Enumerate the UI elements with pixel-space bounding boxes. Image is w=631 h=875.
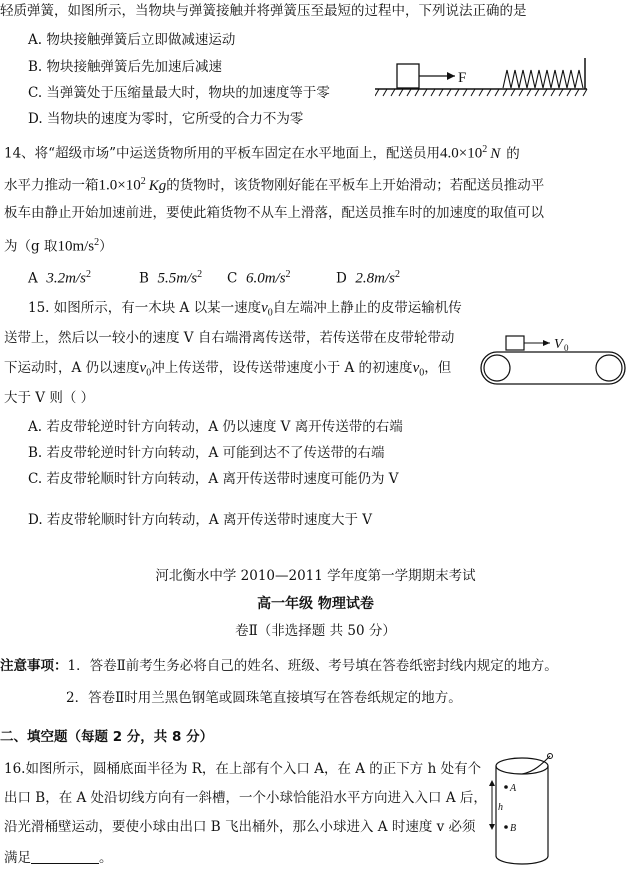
option-value: 2.8m/s [355,270,396,287]
q14-line3: 板车由静止开始加速前进，要使此箱货物不从车上滑落，配送员推车时的加速度的取值可以 [4,205,544,221]
q13-stem: 轻质弹簧，如图所示，当物块与弹簧接触并将弹簧压至最短的过程中，下列说法正确的是 [0,3,527,19]
q14-g-value: 10m/s [57,238,95,255]
q16-line4 [4,849,113,867]
v0-subscript: 0 [146,367,152,379]
q14-line2 [4,173,544,195]
q16-line1: 16.如图所示，圆桶底面半径为 R，在上部有个入口 A，在 A 的正下方 h 处有个 [4,761,482,777]
q15-option-d: D. 若皮带轮顺时针方向转动，A 离开传送带时速度大于 V [28,512,373,528]
notes-label: 注意事项： [0,658,68,674]
block-a-shape [506,336,524,350]
q14-line4-end: ） [99,238,113,255]
q14-line4 [4,234,113,256]
point-a-label: A [510,783,517,794]
q14-line1-text: 14、将“超级市场”中运送货物所用的平板车固定在水平地面上，配送员用 [4,145,440,162]
v0-subscript: 0 [267,307,273,319]
q13-spring-figure [375,58,595,104]
v0-subscript: 0 [419,367,425,379]
left-pulley [484,355,510,381]
option-value: 5.5m/s [157,270,198,287]
velocity-subscript: 0 [564,343,569,353]
right-pulley [596,355,622,381]
point-b-label: B [510,823,517,834]
belt-left-curve [481,352,497,384]
q15-line1 [28,299,462,323]
block-shape [397,64,419,88]
q14-g-exp: 2 [94,237,100,248]
q15-option-c: C. 若皮带轮顺时针方向转动，A 离开传送带时速度可能仍为 V [28,471,399,487]
q13-option-c: C. 当弹簧处于压缩量最大时，物块的加速度等于零 [28,85,330,101]
q15-option-b: B. 若皮带轮逆时针方向转动，A 可能到达不了传送带的右端 [28,445,385,461]
v0-symbol: v [139,360,147,376]
exam-school-line: 河北衡水中学 2010—2011 学年度第一学期期末考试 [155,568,476,584]
exam-volume-line: 卷Ⅱ（非选择题 共 50 分） [235,623,396,639]
q15-line1-text: 15. 如图所示，有一木块 A 以某一速度 [28,300,262,316]
height-arrowhead-down [489,824,495,830]
q14-force-exp: 2 [482,144,488,155]
q16-line4-end: 。 [99,850,113,866]
point-a-dot [504,785,508,789]
q15-line4: 大于 V 则（ ） [4,390,95,406]
q16-cylinder-figure [484,752,566,870]
q16-line3: 沿光滑桶壁运动，要使小球由出口 B 飞出桶外，那么小球进入 A 时速度 v 必须 [4,819,476,835]
q14-line1-end: 的 [506,145,520,162]
section2-heading: 二、填空题（每题 2 分，共 8 分） [0,729,214,745]
cylinder-top [496,758,548,774]
option-value: 3.2m/s [46,270,86,287]
q16-line4-text: 满足 [4,850,31,866]
q15-line3-mid: 冲上传送带，设传送带速度小于 A 的初速度 [151,360,413,376]
ground-hatching [375,89,587,96]
point-b-dot [504,825,508,829]
q13-option-b: B. 物块接触弹簧后先加速后减速 [28,59,223,75]
option-exp: 2 [395,269,401,280]
q13-option-a: A. 物块接触弹簧后立即做减速运动 [28,32,236,48]
option-letter: B [139,270,149,287]
option-letter: D [336,270,347,287]
height-arrowhead-up [489,780,495,786]
q14-option-a [28,266,91,288]
q14-line4-text: 为（g 取 [4,238,58,255]
q14-mass-value: 1.0×10 [98,177,141,194]
q14-line1 [4,141,520,163]
q16-line2: 出口 B，在 A 处沿切线方向有一斜槽，一个小球恰能沿水平方向进入入口 A 后， [4,790,487,806]
q14-option-c [227,266,291,288]
q14-option-d [336,266,400,288]
force-arrowhead [447,72,455,80]
notes-item2: 2．答卷Ⅱ时用兰黑色钢笔或圆珠笔直接填写在答卷纸规定的地方。 [66,690,462,706]
option-letter: A [28,270,38,287]
option-exp: 2 [197,269,203,280]
v0-symbol: v [412,360,420,376]
v0-symbol: v [261,300,268,316]
option-exp: 2 [85,269,91,280]
q15-line3-end: ，但 [424,360,452,376]
force-label: F [458,70,467,86]
q14-line2-text: 水平力推动一箱 [4,177,99,194]
cylinder-bottom [496,856,548,864]
q13-option-d: D. 当物块的速度为零时，它所受的合力不为零 [28,111,304,127]
q14-mass-unit: Kg [148,177,167,194]
velocity-arrowhead [543,340,550,346]
q14-force-value: 4.0×10 [439,145,483,162]
q14-mass-exp: 2 [140,176,146,187]
spring-coil [503,70,583,88]
notes-item1: 1．答卷Ⅱ前考生务必将自己的姓名、班级、考号填在答卷纸密封线内规定的地方。 [67,658,558,674]
option-value: 6.0m/s [245,270,286,287]
velocity-label: V [554,337,563,352]
q15-line3-text: 下运动时，A 仍以速度 [4,360,140,376]
q15-line2: 送带上，然后以一较小的速度 V 自右端滑离传送带，若传送带在皮带轮带动 [4,330,455,346]
notes-line1 [0,657,558,675]
height-label: h [498,802,503,813]
answer-blank [31,849,99,864]
q14-force-unit: N [490,145,501,162]
q15-line3 [4,359,451,383]
q15-option-a: A. 若皮带轮逆时针方向转动，A 仍以速度 V 离开传送带的右端 [28,419,403,435]
option-letter: C [227,270,238,287]
q15-line1-end: 自左端冲上静止的皮带运输机传 [272,300,462,316]
q15-conveyor-figure [478,328,628,392]
q14-option-b [139,266,202,288]
option-exp: 2 [285,269,291,280]
q14-line2-end: 的货物时，该货物刚好能在平板车上开始滑动；若配送员推动平 [166,177,545,194]
exam-subject-line: 高一年级 物理试卷 [257,596,374,612]
